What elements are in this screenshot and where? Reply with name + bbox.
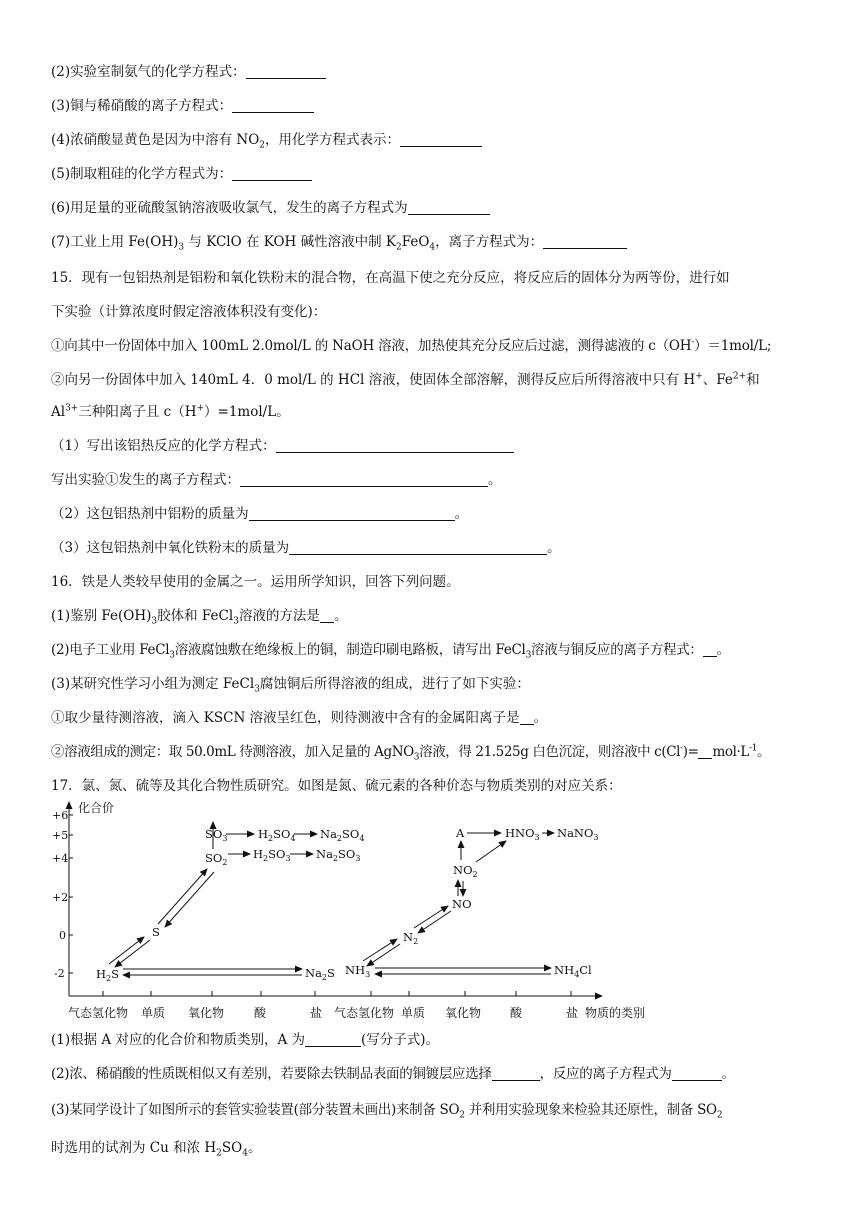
node-nh4cl: $NH_4Cl$: [554, 963, 592, 979]
node-na2s: $Na_2S$: [305, 966, 335, 982]
x-tick: 氧化物: [445, 1006, 482, 1020]
q17-part3: (3)某同学设计了如图所示的套管实验装置(部分装置未画出)来制备 $SO_2$ 并利用实验现象来检验其还原性，制备 $SO_2$: [51, 1102, 723, 1121]
answer-blank[interactable]: [305, 1032, 361, 1047]
x-tick: 氧化物: [188, 1006, 225, 1020]
answer-blank[interactable]: [672, 1066, 722, 1081]
node-h2s: $H_2S$: [96, 967, 120, 983]
answer-blank[interactable]: [246, 64, 326, 79]
answer-blank[interactable]: [276, 438, 514, 453]
x-tick: 气态氢化物: [334, 1006, 395, 1020]
node-nano3: NaNO$_3$: [557, 826, 599, 842]
answer-blank[interactable]: [492, 1066, 540, 1081]
q16-part2: (2)电子工业用 FeCl$_3$溶液腐蚀敷在绝缘板上的铜，制造印刷电路板，请写出 FeCl$_3$溶液与铜反应的离子方程式： 。: [51, 642, 730, 661]
q17-part1: (1)根据 A 对应的化合价和物质类别，A 为 (写分子式)。: [51, 1032, 440, 1048]
x-tick: 气态氢化物: [68, 1006, 129, 1020]
y-tick: -2: [54, 967, 65, 980]
valence-category-diagram: [40, 796, 670, 1024]
answer-blank[interactable]: [703, 642, 717, 657]
y-tick: 0: [59, 929, 66, 942]
answer-blank[interactable]: [400, 132, 482, 147]
q15-sub3: （3）这包铝热剂中氧化铁粉末的质量为 。: [51, 540, 561, 556]
y-tick: +4: [52, 852, 69, 865]
q14-part3: (3)铜与稀硝酸的离子方程式：: [51, 96, 314, 116]
x-tick: 盐: [310, 1006, 323, 1020]
x-tick: 单质: [141, 1006, 166, 1020]
node-no: NO: [452, 897, 472, 911]
q16-part3-2: ②溶液组成的测定：取 50.0mL 待测溶液，加入足量的 AgNO$_3$溶液，得 21.525g 白色沉淀，则溶液中 $c(Cl^-)= mol\cdot L^{-1}$。: [51, 743, 771, 763]
answer-blank[interactable]: [698, 744, 712, 759]
answer-blank[interactable]: [232, 166, 312, 181]
node-h2so4: $H_2SO_4$: [258, 827, 296, 843]
q17-part2: (2)浓、稀硝酸的性质既相似又有差别，若要除去铁制品表面的铜镀层应选择 ，反应的离子方程式为 。: [51, 1066, 735, 1082]
q14-part6: (6)用足量的亚硫酸氢钠溶液吸收氯气，发生的离子方程式为: [51, 198, 490, 218]
x-tick: 酸: [254, 1006, 267, 1020]
q17-intro: 17．氯、氮、硫等及其化合物性质研究。如图是氮、硫元素的各种价态与物质类别的对应关系：: [51, 778, 622, 794]
y-tick: +2: [52, 891, 69, 904]
y-axis-label: 化合价: [78, 801, 115, 815]
answer-blank[interactable]: [408, 200, 490, 215]
x-tick: 盐: [566, 1006, 579, 1020]
q15-sub2: （2）这包铝热剂中铝粉的质量为 。: [51, 506, 469, 522]
node-no2: $NO_2$: [453, 863, 478, 879]
y-tick: +6: [52, 809, 69, 822]
node-s: S: [152, 925, 160, 939]
q15-sub1b: 写出实验①发生的离子方程式： 。: [51, 472, 502, 488]
node-n2: $N_2$: [403, 930, 419, 946]
q14-part5: (5)制取粗硅的化学方程式为：: [51, 164, 312, 184]
q14-part4: (4)浓硝酸显黄色是因为中溶有 $NO_2$，用化学方程式表示：: [51, 130, 482, 150]
q16-part3: (3)某研究性学习小组为测定 FeCl$_3$腐蚀铜后所得溶液的组成，进行了如下实验：: [51, 676, 530, 695]
x-axis-label: 物质的类别: [585, 1006, 646, 1020]
node-na2so3: $Na_2SO_3$: [316, 847, 361, 863]
answer-blank[interactable]: [520, 710, 534, 725]
y-tick: +5: [52, 829, 69, 842]
node-nh3: $NH_3$: [345, 963, 371, 979]
answer-blank[interactable]: [232, 98, 314, 113]
node-h2so3: $H_2SO_3$: [253, 847, 291, 863]
node-na2so4: $Na_2SO_4$: [320, 827, 365, 843]
q15-exp1: ①向其中一份固体中加入 100mL 2.0mol/L 的 NaOH 溶液，加热使其充分反应后过滤，测得滤液的 c（OH-）＝1mol/L;: [51, 337, 772, 354]
node-a: A: [456, 826, 465, 840]
q15-exp2-cont: $Al^{3+}$三种阳离子且 c（H+）=1mol/L。: [51, 403, 290, 420]
answer-blank[interactable]: [543, 234, 627, 249]
q15-intro-cont: 下实验（计算浓度时假定溶液体积没有变化)：: [51, 304, 327, 320]
q17-part3-cont: 时选用的试剂为 Cu 和浓 $H_2SO_4$。: [51, 1140, 262, 1159]
x-tick: 单质: [401, 1006, 426, 1020]
q14-part7: (7)工业上用 $Fe(OH)_3$ 与 KClO 在 KOH 碱性溶液中制 $K_2FeO_4$，离子方程式为：: [51, 232, 627, 252]
answer-blank[interactable]: [240, 472, 488, 487]
q16-part1: (1)鉴别 $Fe(OH)_3$胶体和 FeCl$_3$溶液的方法是 。: [51, 608, 348, 627]
q15-intro: 15．现有一包铝热剂是铝粉和氧化铁粉末的混合物，在高温下使之充分反应，将反应后的固体分为两等份，进行如: [51, 270, 730, 286]
q14-part2: (2)实验室制氨气的化学方程式：: [51, 62, 326, 82]
answer-blank[interactable]: [289, 540, 547, 555]
answer-blank[interactable]: [249, 506, 455, 521]
q15-sub1: （1）写出该铝热反应的化学方程式：: [51, 436, 514, 456]
q16-intro: 16．铁是人类较早使用的金属之一。运用所学知识，回答下列问题。: [51, 574, 460, 590]
node-so2: $SO_2$: [205, 851, 228, 867]
q15-exp2: ②向另一份固体中加入 140mL 4．0 mol/L 的 HCl 溶液，使固体全部溶解，测得反应后所得溶液中只有 H+、$Fe^{2+}$和: [51, 371, 760, 388]
answer-blank[interactable]: [320, 608, 334, 623]
node-hno3: $HNO_3$: [505, 826, 540, 842]
y-ticks: [52, 809, 73, 980]
q16-part3-1: ①取少量待测溶液，滴入 KSCN 溶液呈红色，则待测液中含有的金属阳离子是 。: [51, 710, 548, 726]
x-tick: 酸: [510, 1006, 523, 1020]
node-so3: $SO_3$: [205, 827, 228, 843]
